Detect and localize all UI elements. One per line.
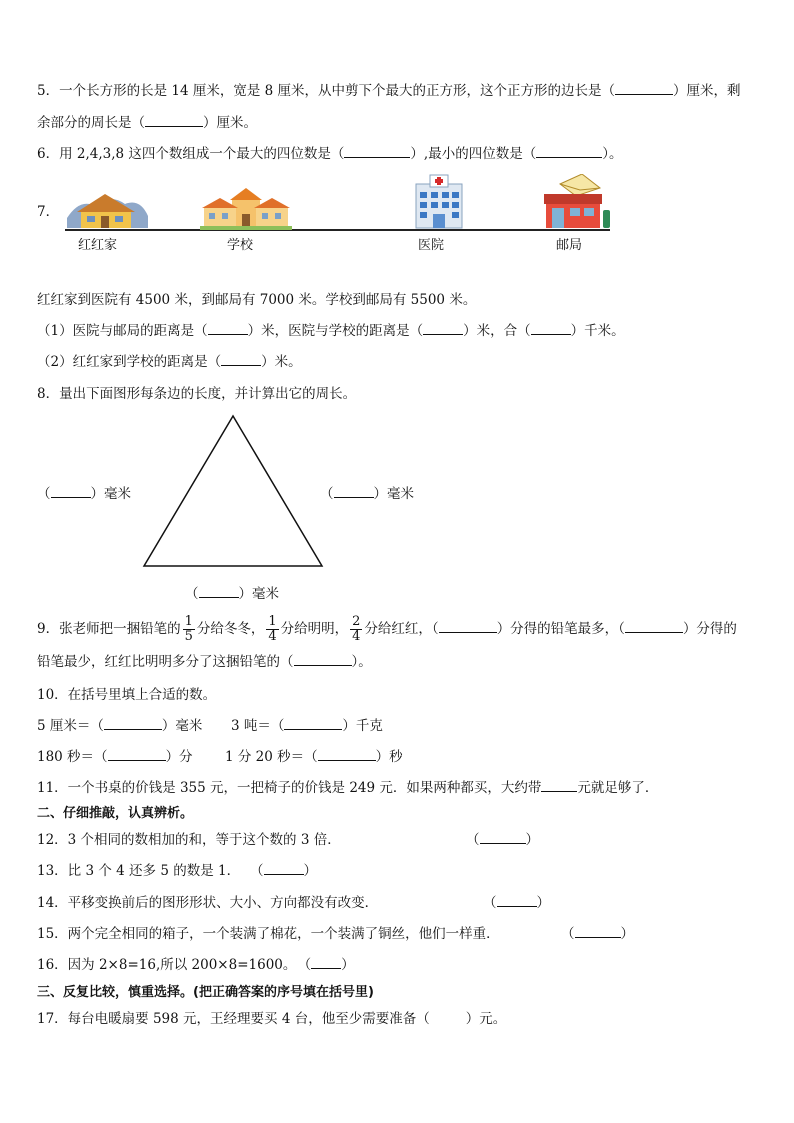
question-17: 17．每台电暖扇要 598 元，王经理要买 4 台，他至少需要准备（ ）元。 [37,1011,507,1027]
post-office-icon [542,174,612,234]
answer-blank[interactable] [497,894,537,907]
question-7-number: 7． [37,204,60,220]
right-side-answer: （ ）毫米 [320,486,414,502]
answer-blank[interactable] [531,322,571,335]
answer-blank[interactable] [108,748,166,761]
answer-blank[interactable] [294,653,352,666]
answer-blank[interactable] [536,145,602,158]
question-10-row-1-b: 3 吨＝（ ）千克 [231,718,383,734]
section-3-heading: 三、反复比较，慎重选择。(把正确答案的序号填在括号里) [37,985,374,1000]
judge-blank-12: （ ） [466,832,539,848]
answer-blank[interactable] [480,831,526,844]
triangle-figure [140,412,326,574]
question-10: 10．在括号里填上合适的数。 [37,687,217,703]
question-15: 15．两个完全相同的箱子，一个装满了棉花，一个装满了铜丝，他们一样重． [37,926,500,942]
question-12: 12．3 个相同的数相加的和，等于这个数的 3 倍． [37,832,341,848]
answer-blank[interactable] [625,620,683,633]
answer-blank[interactable] [615,82,673,95]
answer-blank[interactable] [311,956,341,969]
judge-blank-14: （ ） [483,895,550,911]
hospital-icon [410,174,468,234]
question-13: 13．比 3 个 4 还多 5 的数是 1． [37,863,241,879]
house-icon [65,188,150,234]
judge-blank-15: （ ） [561,926,634,942]
answer-blank[interactable] [284,717,342,730]
question-10-row-2: 180 秒＝（ ）分 [37,749,193,765]
answer-blank[interactable] [541,779,577,792]
question-5-line-2: 余部分的周长是（ ）厘米。 [37,115,257,131]
fraction-one-quarter: $\frac{1}{4}$ [268,614,277,644]
answer-blank[interactable] [439,620,497,633]
place-label-home: 红红家 [78,238,118,253]
question-7-statement: 红红家到医院有 4500 米，到邮局有 7000 米。学校到邮局有 5500 米。 [37,292,477,308]
question-9-line-1: 9．张老师把一捆铅笔的 $\frac{1}{5}$ 分给冬冬， $\frac{1}{4}$ 分给明明， $\frac{2}{4}$ 分给红红，（ ）分得的铅笔最多，（ ）分得的 [37,614,737,644]
place-label-school: 学校 [227,238,254,253]
answer-blank[interactable] [221,353,261,366]
judge-blank-13: （ ） [250,863,317,879]
question-7-sub-2: （2）红红家到学校的距离是（ ）米。 [37,354,302,370]
answer-blank[interactable] [199,585,239,598]
question-8: 8．量出下面图形每条边的长度，并计算出它的周长。 [37,386,357,402]
left-side-answer: （ ）毫米 [37,486,131,502]
question-10-row-2-b: 1 分 20 秒＝（ ）秒 [225,749,403,765]
fraction-two-quarters: $\frac{2}{4}$ [352,614,361,644]
answer-blank[interactable] [51,485,91,498]
question-16: 16．因为 2×8=16,所以 200×8=1600。 （ ） [37,957,355,973]
bottom-side-answer: （ ）毫米 [185,586,279,602]
answer-blank[interactable] [334,485,374,498]
answer-blank[interactable] [145,114,203,127]
answer-blank[interactable] [208,322,248,335]
answer-blank[interactable] [264,862,304,875]
school-icon [200,186,292,234]
answer-blank[interactable] [344,145,410,158]
question-7-sub-1: （1）医院与邮局的距离是（ ）米，医院与学校的距离是（ ）米，合（ ）千米。 [37,323,625,339]
answer-blank[interactable] [575,925,621,938]
question-11: 11．一个书桌的价钱是 355 元，一把椅子的价钱是 249 元．如果两种都买，大约带 元就足够了． [37,780,659,796]
answer-blank[interactable] [423,322,463,335]
section-2-heading: 二、仔细推敲，认真辨析。 [37,806,194,821]
place-label-post-office: 邮局 [556,238,583,253]
answer-blank[interactable] [318,748,376,761]
question-9-line-2: 铅笔最少，红红比明明多分了这捆铅笔的（ ）。 [37,654,372,670]
fraction-one-fifth: $\frac{1}{5}$ [184,614,193,644]
question-10-row-1: 5 厘米＝（ ）毫米 [37,718,203,734]
place-label-hospital: 医院 [418,238,445,253]
question-5-line-1: 5．一个长方形的长是 14 厘米，宽是 8 厘米，从中剪下个最大的正方形，这个正方形的边长是（ ）厘米，剩 [37,83,741,99]
question-14: 14．平移变换前后的图形形状、大小、方向都没有改变． [37,895,379,911]
question-6: 6．用 2,4,3,8 这四个数组成一个最大的四位数是（ ）,最小的四位数是（ ）。 [37,146,623,162]
answer-blank[interactable] [104,717,162,730]
